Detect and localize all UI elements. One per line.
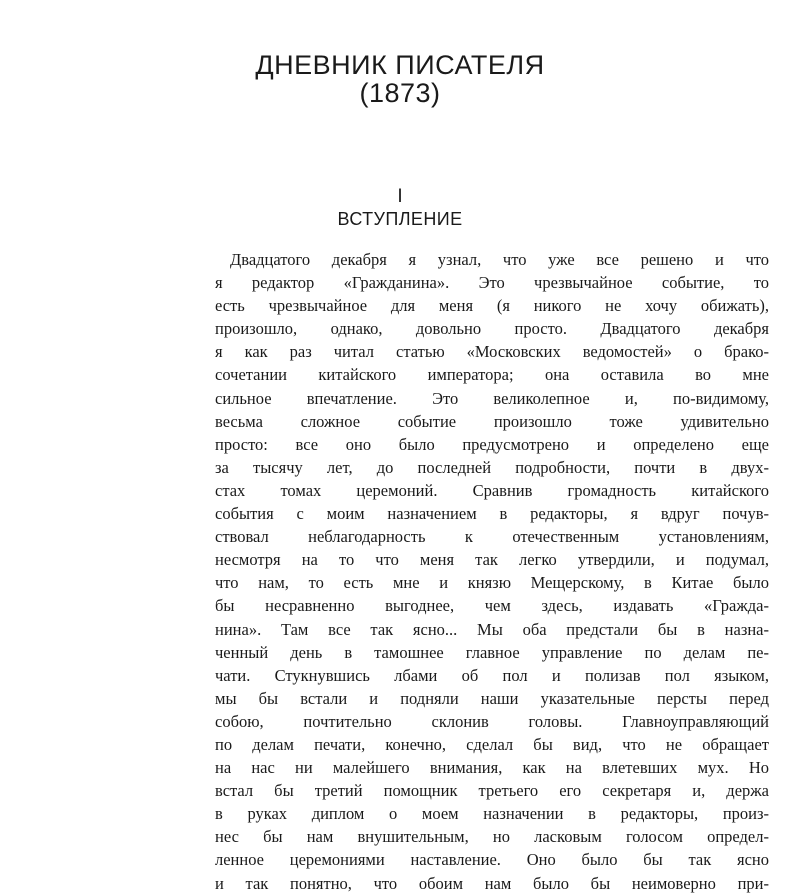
text-line: чати. Стукнувшись лбами об пол и полизав пол языком, xyxy=(215,665,769,685)
text-line: мы бы встали и подняли наши указательные персты перед xyxy=(215,688,769,708)
text-line: встал бы третий помощник третьего его секретаря и, держа xyxy=(215,781,769,801)
text-line: ченный день в тамошнее главное управление по делам пе- xyxy=(215,642,769,662)
text-line: что нам, то есть мне и князю Мещерскому, в Китае было xyxy=(215,573,769,593)
text-line: сильное впечатление. Это великолепное и, по-видимому, xyxy=(215,388,769,408)
chapter-number: I xyxy=(397,186,403,207)
text-line: произошло, однако, довольно просто. Двадцатого декабря xyxy=(215,319,769,339)
text-line: и так понятно, что обоим нам было бы неимоверно при- xyxy=(215,873,769,893)
text-line: по делам печати, конечно, сделал бы вид, что не обращает xyxy=(215,734,769,754)
text-line: я редактор «Гражданина». Это чрезвычайное событие, то xyxy=(215,273,769,293)
text-line: ствовал неблагодарность к отечественным установлениям, xyxy=(215,527,769,547)
text-line: весьма сложное событие произошло тоже удивительно xyxy=(215,411,769,431)
text-line: несмотря на то что меня так легко утвердили, и подумал, xyxy=(215,550,769,570)
text-line: есть чрезвычайное для меня (я никого не хочу обижать), xyxy=(215,296,769,316)
text-line: сочетании китайского императора; она оставила во мне xyxy=(215,365,769,385)
text-line: события с моим назначением в редакторы, я вдруг почув- xyxy=(215,504,769,524)
book-year: (1873) xyxy=(359,78,441,108)
text-line: в руках диплом о моем назначении в редакторы, произ- xyxy=(215,804,769,824)
text-line: нес бы нам внушительным, но ласковым голосом определ- xyxy=(215,827,769,847)
text-line: просто: все оно было предусмотрено и определено еще xyxy=(215,434,769,454)
text-line: на нас ни малейшего внимания, как на влетевших мух. Но xyxy=(215,758,769,778)
text-line: стах томах церемоний. Сравнив громадность китайского xyxy=(215,480,769,500)
text-line: собою, почтительно склонив головы. Главноуправляющий xyxy=(215,711,769,731)
book-title: ДНЕВНИК ПИСАТЕЛЯ xyxy=(255,50,545,80)
body-text xyxy=(215,248,769,895)
text-line: я как раз читал статью «Московских ведомостей» о брако- xyxy=(215,342,769,362)
chapter-title: ВСТУПЛЕНИЕ xyxy=(337,209,463,229)
text-line: за тысячу лет, до последней подробности, почти в двух- xyxy=(215,457,769,477)
text-line: бы несравненно выгоднее, чем здесь, издавать «Гражда- xyxy=(215,596,769,616)
text-line: ленное церемониями наставление. Оно было бы так ясно xyxy=(215,850,769,870)
text-line: Двадцатого декабря я узнал, что уже все решено и что xyxy=(230,250,769,269)
text-line: нина». Там все так ясно... Мы оба предстали бы в назна- xyxy=(215,619,769,639)
